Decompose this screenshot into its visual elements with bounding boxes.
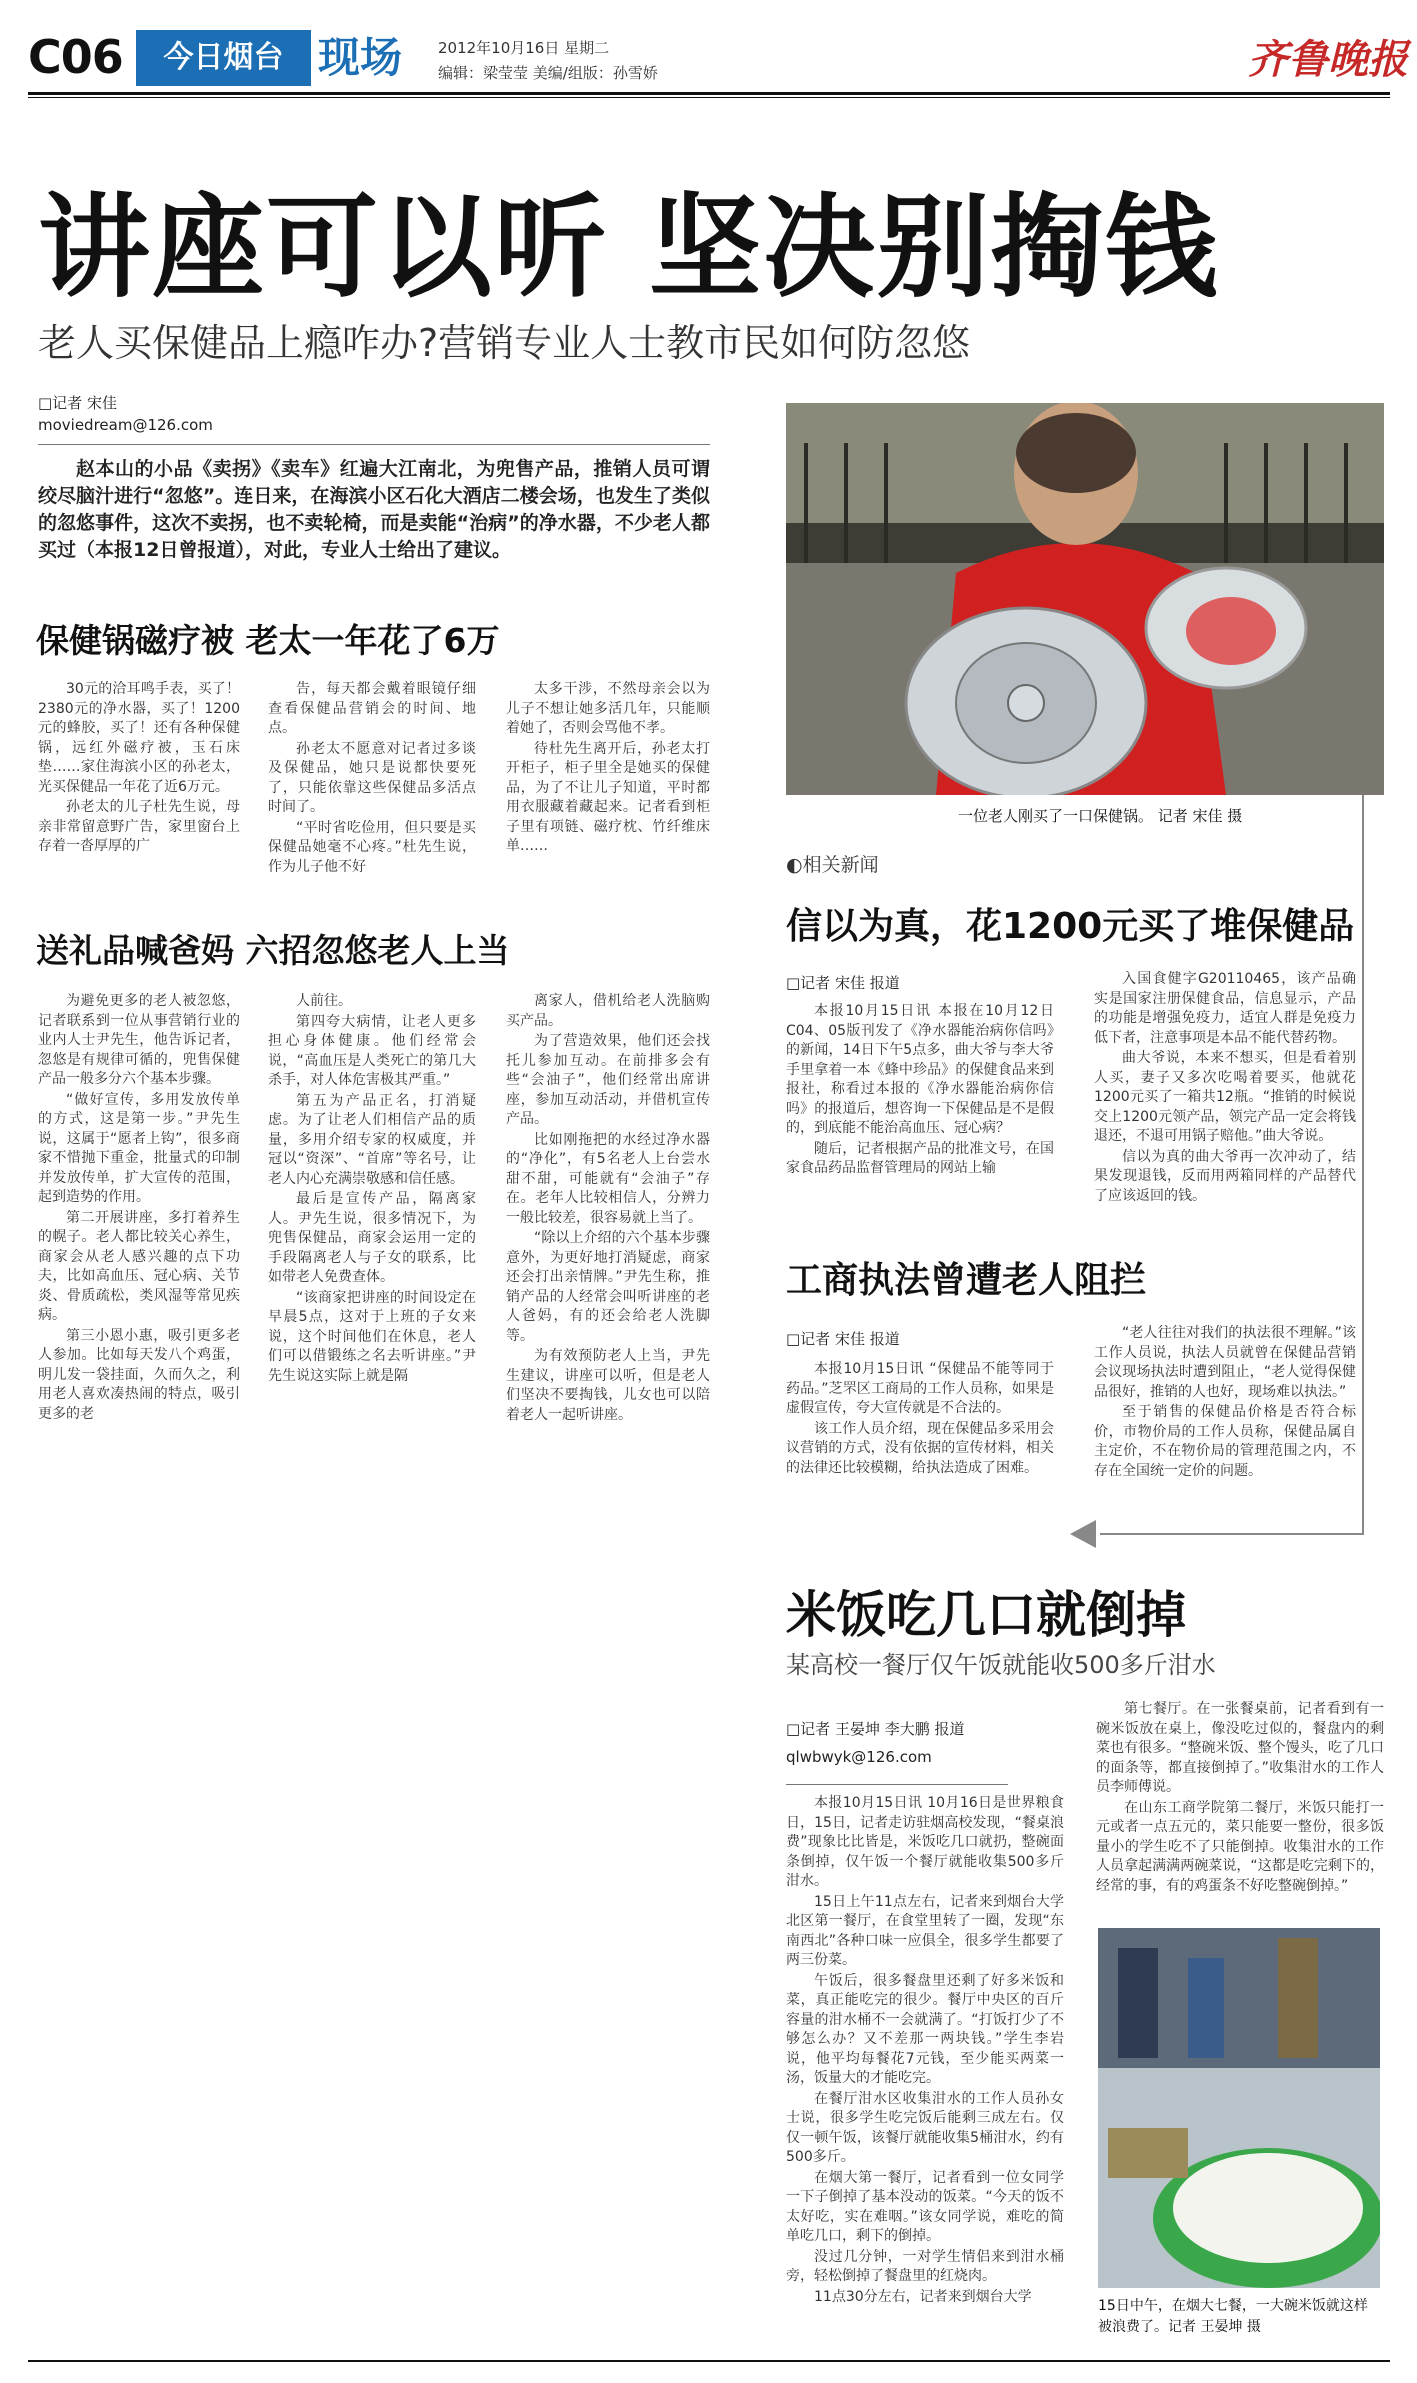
header-meta — [438, 36, 658, 86]
paragraph: 午饭后，很多餐盘里还剩了好多米饭和菜，真正能吃完的很少。餐厅中央区的百斤容量的泔水桶不一会就满了。“打饭打少了不够怎么办？又不差那一两块钱。”学生李岩说，他平均每餐花7元钱，至少能买两菜一汤，饭量大的才能吃完。 — [786, 1972, 1064, 2086]
frame-line — [1100, 1533, 1364, 1535]
date-line: 2012年10月16日 星期二 — [438, 39, 610, 57]
section1-col2 — [268, 680, 476, 900]
section1-col1 — [38, 680, 240, 900]
header-rule-thin — [28, 97, 1390, 98]
main-subhead: 老人买保健品上瘾咋办?营销专业人士教市民如何防忽悠 — [38, 321, 971, 365]
section1-col3 — [506, 680, 710, 900]
paragraph: 为了营造效果，他们还会找托儿参加互动。在前排多会有些“会油子”，他们经常出席讲座，参加互动活动，并借机宣传产品。 — [506, 1033, 710, 1127]
page-number: C06 — [28, 30, 123, 84]
article2-col2 — [1094, 970, 1356, 1242]
section-tag: 今日烟台 — [136, 30, 311, 86]
paragraph: 至于销售的保健品价格是否符合标价，市物价局的工作人员称，保健品属自主定价，不在物价局的管理范围之内，不存在全国统一定价的问题。 — [1094, 1404, 1356, 1479]
paragraph: “做好宣传，多用发放传单的方式，这是第一步。”尹先生说，这属于“愿者上钩”，很多商家不惜抛下重金，批量式的印制并发放传单，扩大宣传的范围，起到造势的作用。 — [38, 1091, 240, 1205]
byline-email: moviedream@126.com — [38, 416, 213, 434]
main-headline: 讲座可以听 坚决别掏钱 — [38, 183, 1219, 313]
article4-subtitle: 某高校一餐厅仅午饭就能收500多斤泔水 — [786, 1651, 1216, 1679]
paragraph: 最后是宣传产品，隔离家人。尹先生说，很多情况下，为兜售保健品，商家会运用一定的手段隔离老人与子女的联系，比如带老人免费查体。 — [268, 1191, 476, 1285]
lead-paragraph: 赵本山的小品《卖拐》《卖车》红遍大江南北，为兜售产品，推销人员可谓绞尽脑汁进行“忽悠”。连日来，在海滨小区石化大酒店二楼会场，也发生了类似的忽悠事件，这次不卖拐，也不卖轮椅，而是卖能“治病”的净水器，不少老人都买过（本报12日曾报道），对此，专业人士给出了建议。 — [38, 458, 710, 561]
section1-title: 保健锅磁疗被 老太一年花了6万 — [36, 621, 500, 660]
paragraph: 比如刚拖把的水经过净水器的“净化”，有5名老人上台尝水甜不甜，可能就有“会油子”存在。老年人比较相信人，分辨力一般比较差，很容易就上当了。 — [506, 1131, 710, 1226]
article4-col2 — [1096, 1700, 1384, 1920]
byline-reporter: □记者 王晏坤 李大鹏 报道 — [786, 1720, 965, 1738]
arrow-left-icon — [1070, 1520, 1096, 1548]
paragraph: 人前往。 — [296, 993, 352, 1009]
footer-rule — [28, 2360, 1390, 2362]
byline-email: qlwbwyk@126.com — [786, 1748, 932, 1766]
paragraph: 该工作人员介绍，现在保健品多采用会议营销的方式，没有依据的宣传材料，相关的法律还比较模糊，给执法造成了困难。 — [786, 1420, 1054, 1476]
article3-col1 — [786, 1360, 1054, 1530]
article3-title: 工商执法曾遭老人阻拦 — [786, 1260, 1147, 1301]
main-byline — [38, 392, 213, 436]
paragraph: 入国食健字G20110465，该产品确实是国家注册保健食品，信息显示，产品的功能是增强免疫力，适宜人群是免疫力低下者，注意事项是本品不能代替药物。 — [1094, 971, 1356, 1046]
paragraph: 在餐厅泔水区收集泔水的工作人员孙女士说，很多学生吃完饭后能剩三成左右。仅仅一顿午饭，该餐厅就能收集5桶泔水，约有500多斤。 — [786, 2090, 1064, 2165]
divider — [38, 444, 710, 445]
photo-illustration — [1098, 1928, 1380, 2288]
paragraph: 第三小恩小惠，吸引更多老人参加。比如每天发八个鸡蛋，明儿发一袋挂面，久而久之，利用老人喜欢凑热闹的特点，吸引更多的老 — [38, 1327, 240, 1422]
paragraph: 曲大爷说，本来不想买，但是看着别人买，妻子又多次吃喝着要买，他就花1200元买了一箱共12瓶。“推销的时候说交上1200元领产品，领完产品一定会将钱退还，不退可用锅子赔他。”曲大爷说。 — [1094, 1050, 1356, 1144]
paragraph: 15日上午11点左右，记者来到烟台大学北区第一餐厅，在食堂里转了一圈，发现“东南西北”各种口味一应俱全，很多学生都要了两三份菜。 — [786, 1893, 1064, 1968]
paragraph: 第四夸大病情，让老人更多担心身体健康。他们经常会说，“高血压是人类死亡的第几大杀手，对人体危害极其严重。” — [268, 1013, 476, 1088]
paragraph: 为有效预防老人上当，尹先生建议，讲座可以听，但是老人们坚决不要掏钱，儿女也可以陪着老人一起听讲座。 — [506, 1348, 710, 1423]
section2-col3 — [506, 992, 710, 1532]
editor-line: 编辑：梁莹莹 美编/组版：孙雪娇 — [438, 64, 658, 82]
paragraph: 在山东工商学院第二餐厅，米饭只能打一元或者一点五元的，菜只能要一整份，很多饭量小的学生吃不了只能倒掉。收集泔水的工作人员拿起满满两碗菜说，“这都是吃完剩下的，经常的事，有的鸡蛋条不好吃整碗倒掉。” — [1096, 1799, 1384, 1894]
paragraph: 本报10月15日讯 10月16日是世界粮食日，15日，记者走访驻烟高校发现，“餐桌浪费”现象比比皆是，米饭吃几口就扔，整碗面条倒掉，仅午饭一个餐厅就能收集500多斤泔水。 — [786, 1795, 1064, 1889]
paragraph: 孙老太的儿子杜先生说，母亲非常留意野广告，家里窗台上存着一沓厚厚的广 — [38, 799, 240, 854]
paragraph: 30元的洽耳鸣手表，买了！2380元的净水器，买了！1200元的蜂胶，买了！还有各种保健锅，远红外磁疗被，玉石床垫……家住海滨小区的孙老太，光买保健品一年花了近6万元。 — [38, 681, 240, 795]
section2-title: 送礼品喊爸妈 六招忽悠老人上当 — [36, 931, 510, 970]
paragraph: 信以为真的曲大爷再一次冲动了，结果发现退钱，反而用两箱同样的产品替代了应该返回的钱。 — [1094, 1148, 1356, 1204]
photo1-caption: 一位老人刚买了一口保健锅。 记者 宋佳 摄 — [958, 807, 1243, 825]
section2-col1 — [38, 992, 240, 1532]
paragraph: “该商家把讲座的时间设定在早晨5点，这对于上班的子女来说，这个时间他们在休息，老人们可以借锻练之名去听讲座。”尹先生说这实际上就是隔 — [268, 1289, 476, 1384]
photo-illustration — [786, 403, 1384, 795]
paragraph: 随后，记者根据产品的批准文号，在国家食品药品监督管理局的网站上输 — [786, 1140, 1054, 1176]
paragraph: 第二开展讲座，多打着养生的幌子。老人都比较关心养生，商家会从老人感兴趣的点下功夫，比如高血压、冠心病、关节炎、骨质疏松，类风湿等常见疾病。 — [38, 1209, 240, 1323]
paragraph: 太多干涉，不然母亲会以为儿子不想让她多活几年，只能顺着她了，否则会骂他不孝。 — [506, 681, 710, 736]
article3-col2 — [1094, 1324, 1356, 1524]
paragraph: “老人往往对我们的执法很不理解。”该工作人员说，执法人员就曾在保健品营销会议现场执法时遭到阻止，“老人觉得保健品很好，推销的人也好，现场难以执法。” — [1094, 1325, 1356, 1400]
paragraph: “平时省吃俭用，但只要是买保健品她毫不心疼。”杜先生说，作为儿子他不好 — [268, 819, 476, 875]
article2-byline: □记者 宋佳 报道 — [786, 974, 900, 992]
paragraph: 本报10月15日讯 本报在10月12日C04、05版刊发了《净水器能治病你信吗》的新闻，14日下午5点多，曲大爷与李大爷手里拿着一本《蜂中珍品》的保健食品来到报社，称看过本报的《净水器能治病你信吗》的报道后，想咨询一下保健品是不是假的，到底能不能治高血压、冠心病？ — [786, 1003, 1054, 1136]
article3-byline: □记者 宋佳 报道 — [786, 1330, 900, 1348]
paragraph: 离家人，借机给老人洗脑购买产品。 — [506, 993, 710, 1029]
article2-col1 — [786, 1002, 1054, 1242]
header-rule — [28, 92, 1390, 95]
article2-title: 信以为真，花1200元买了堆保健品 — [786, 906, 1355, 947]
section2-col2 — [268, 992, 476, 1532]
photo-elderly-woman-pot — [786, 403, 1384, 795]
paragraph: 待杜先生离开后，孙老太打开柜子，柜子里全是她买的保健品，为了不让儿子知道，平时都用衣服藏着藏起来。记者看到柜子里有项链、磁疗枕、竹纤维床单…… — [506, 740, 710, 854]
byline-reporter: □记者 宋佳 — [38, 394, 117, 412]
paragraph: 第七餐厅。在一张餐桌前，记者看到有一碗米饭放在桌上，像没吃过似的，餐盘内的剩菜也有很多。“整碗米饭、整个馒头，吃了几口的面条等，都直接倒掉了。”收集泔水的工作人员李师傅说。 — [1096, 1701, 1384, 1795]
paragraph: 告，每天都会戴着眼镜仔细查看保健品营销会的时间、地点。 — [268, 681, 476, 736]
paragraph: 11点30分左右，记者来到烟台大学 — [814, 2288, 1032, 2305]
subsection-tag: 现场 — [318, 33, 403, 82]
divider — [786, 1784, 1008, 1785]
article4-title: 米饭吃几口就倒掉 — [786, 1586, 1186, 1644]
related-news-label: ◐相关新闻 — [786, 854, 879, 876]
paragraph: 第五为产品正名，打消疑虑。为了让老人们相信产品的质量，多用介绍专家的权威度，并冠以“资深”、“首席”等名号，让老人内心充满崇敬感和信任感。 — [268, 1092, 476, 1187]
paragraph: “除以上介绍的六个基本步骤意外，为更好地打消疑虑，商家还会打出亲情牌。”尹先生称，推销产品的人经常会叫听讲座的老人爸妈，有的还会给老人洗脚等。 — [506, 1230, 710, 1344]
frame-line — [1362, 795, 1364, 1535]
paragraph: 没过几分钟，一对学生情侣来到泔水桶旁，轻松倒掉了餐盘里的红烧肉。 — [786, 2248, 1064, 2284]
paragraph: 孙老太不愿意对记者过多谈及保健品，她只是说都快要死了，只能依靠这些保健品多活点时间了。 — [268, 740, 476, 815]
paragraph: 为避免更多的老人被忽悠，记者联系到一位从事营销行业的业内人士尹先生，他告诉记者，忽悠是有规律可循的，兜售保健产品一般多分六个基本步骤。 — [38, 993, 240, 1087]
newspaper-logo: 齐鲁晚报 — [1248, 36, 1408, 83]
article4-col1 — [786, 1794, 1064, 2354]
paragraph: 在烟大第一餐厅，记者看到一位女同学一下子倒掉了基本没动的饭菜。“今天的饭不太好吃，实在难咽。”该女同学说，难吃的简单吃几口，剩下的倒掉。 — [786, 2169, 1064, 2244]
photo2-caption: 15日中午，在烟大七餐，一大碗米饭就这样被浪费了。记者 王晏坤 摄 — [1098, 2298, 1368, 2335]
paragraph: 本报10月15日讯 “保健品不能等同于药品。”芝罘区工商局的工作人员称，如果是虚假宣传，夸大宣传就是不合法的。 — [786, 1361, 1054, 1416]
article4-byline — [786, 1718, 964, 1768]
photo-wasted-rice — [1098, 1928, 1380, 2288]
